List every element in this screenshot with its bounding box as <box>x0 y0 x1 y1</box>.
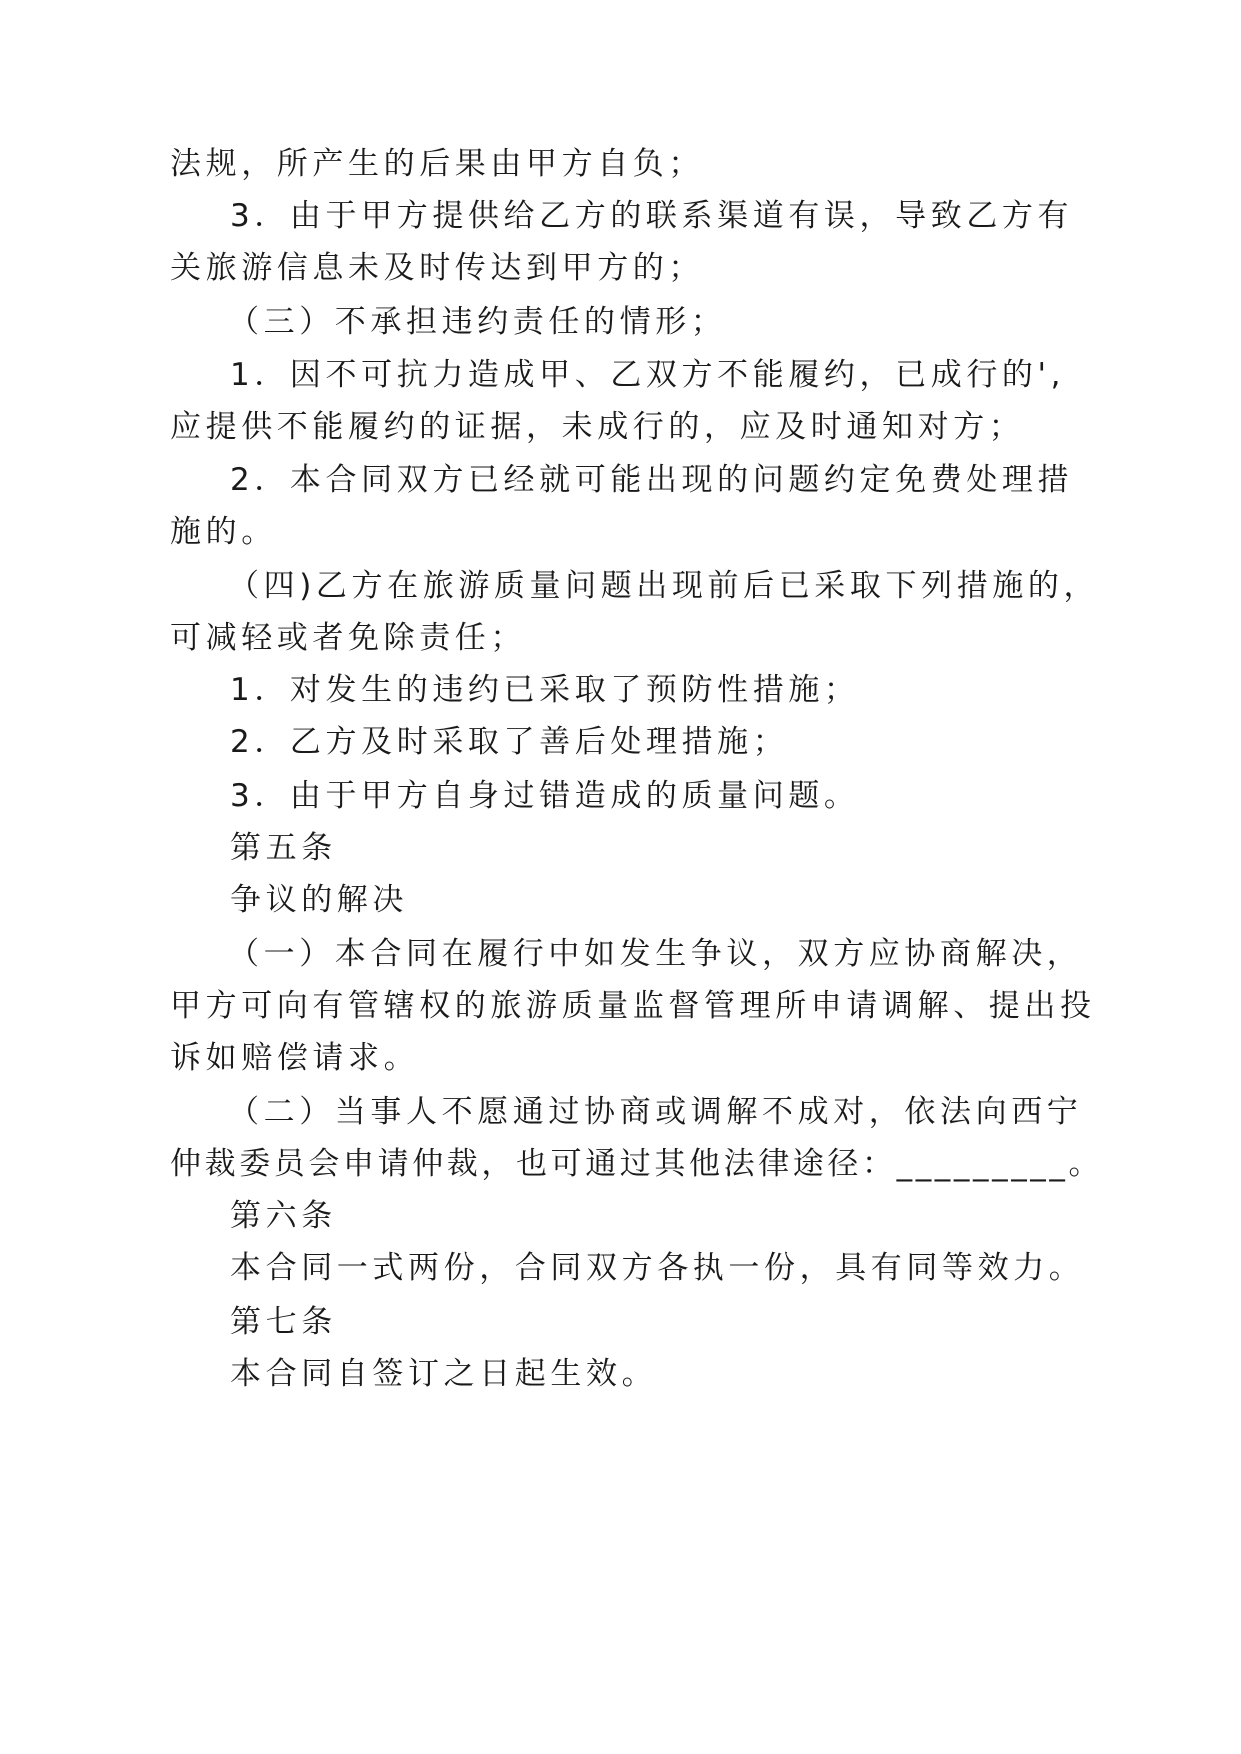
text-line-5: 1．因不可抗力造成甲、乙双方不能履约，已成行的', <box>230 357 1066 393</box>
text-line-20: 仲裁委员会申请仲裁，也可通过其他法律途径：_________。 <box>170 1146 1104 1182</box>
text-line-19: （二）当事人不愿通过协商或调解不成对，依法向西宁 <box>228 1094 1083 1130</box>
article-heading-5: 第五条 <box>230 830 337 866</box>
text-line-12: 2．乙方及时采取了善后处理措施； <box>230 724 789 760</box>
text-line-9: （四)乙方在旅游质量问题出现前后已采取下列措施的， <box>228 568 1100 604</box>
text-line-10: 可减轻或者免除责任； <box>170 620 526 656</box>
text-line-22: 本合同一式两份，合同双方各执一份，具有同等效力。 <box>230 1250 1085 1286</box>
text-line-6: 应提供不能履约的证据，未成行的，应及时通知对方； <box>170 409 1025 445</box>
text-line-18: 诉如赔偿请求。 <box>170 1040 420 1076</box>
text-line-24: 本合同自签订之日起生效。 <box>230 1356 658 1392</box>
article-heading-6: 第六条 <box>230 1198 337 1234</box>
text-line-13: 3．由于甲方自身过错造成的质量问题。 <box>230 778 860 814</box>
text-line-1: 法规，所产生的后果由甲方自负； <box>170 146 704 182</box>
text-line-8: 施的。 <box>170 514 277 550</box>
text-line-7: 2．本合同双方已经就可能出现的问题约定免费处理措 <box>230 462 1074 498</box>
section-heading-dispute: 争议的解决 <box>230 882 408 918</box>
text-line-4: （三）不承担违约责任的情形； <box>228 304 727 340</box>
article-heading-7: 第七条 <box>230 1304 337 1340</box>
text-line-11: 1．对发生的违约已采取了预防性措施； <box>230 672 860 708</box>
text-line-16: （一）本合同在履行中如发生争议，双方应协商解决， <box>228 936 1083 972</box>
text-line-3: 关旅游信息未及时传达到甲方的； <box>170 250 704 286</box>
text-line-17: 甲方可向有管辖权的旅游质量监督管理所申请调解、提出投 <box>170 988 1096 1024</box>
text-line-2: 3．由于甲方提供给乙方的联系渠道有误，导致乙方有 <box>230 198 1074 234</box>
